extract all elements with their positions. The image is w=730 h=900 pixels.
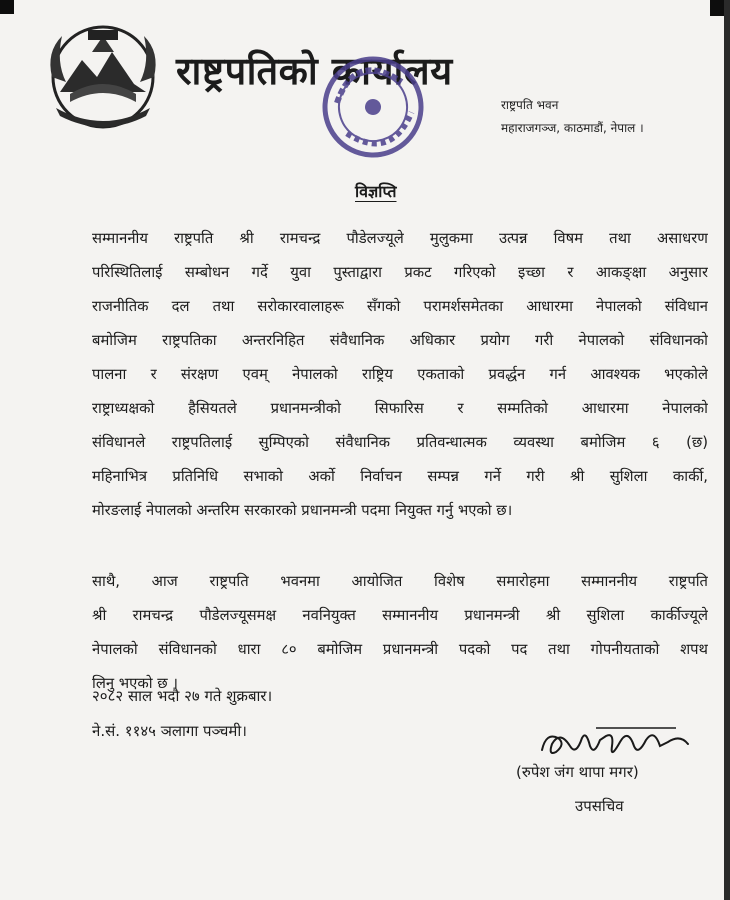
paragraph-line: राजनीतिक दल तथा सरोकारवालाहरू सँगको परामर्शसमेतका आधारमा नेपालको संविधान (92, 298, 708, 315)
paragraph-line: संविधानले राष्ट्रपतिलाई सुम्पिएको संवैधानिक प्रतिवन्धात्मक व्यवस्था बमोजिम ६ (छ) (92, 434, 708, 451)
address-line-1: राष्ट्रपति भवन (501, 98, 559, 112)
paragraph-line: सम्माननीय राष्ट्रपति श्री रामचन्द्र पौडेलज्यूले मुलुकमा उत्पन्न विषम तथा असाधरण (92, 230, 708, 247)
paragraph-line: परिस्थितिलाई सम्बोधन गर्दे युवा पुस्ताद्वारा प्रकट गरिएको इच्छा र आकङ्क्षा अनुसार (92, 264, 708, 281)
notice-paragraph-2 (92, 565, 708, 701)
signature-icon (536, 716, 696, 766)
nepal-emblem-icon (42, 22, 164, 132)
paragraph-line: राष्ट्राध्यक्षको हैसियतले प्रधानमन्त्रीको सिफारिस र सम्मतिको आधारमा नेपालको (92, 400, 708, 417)
paragraph-line: लिनु भएको छ । (92, 675, 178, 692)
paragraph-line: श्री रामचन्द्र पौडेलज्यूसमक्ष नवनियुक्त सम्माननीय प्रधानमन्त्री श्री सुशिला कार्कीज्यूले (92, 607, 708, 624)
office-stamp-icon (318, 52, 428, 162)
paragraph-line: बमोजिम राष्ट्रपतिका अन्तरनिहित संवैधानिक अधिकार प्रयोग गरी नेपालको संविधानको (92, 332, 708, 349)
notice-heading: विज्ञप्ति (355, 182, 397, 201)
office-title: राष्ट्रपतिको कार्यालय (176, 49, 453, 93)
date-bikram-sambat: २०८२ साल भदौ २७ गते शुक्रबार। (92, 687, 273, 705)
signatory-designation: उपसचिव (575, 797, 624, 815)
notice-paragraph-1 (92, 222, 708, 528)
date-nepal-sambat: ने.सं. ११४५ ञलागा पञ्चमी। (92, 722, 247, 740)
signatory-name: (रुपेश जंग थापा मगर) (516, 763, 639, 781)
top-left-dark-corner (0, 0, 14, 14)
address-line-2: महाराजगञ्ज, काठमाडौं, नेपाल । (501, 121, 644, 135)
paragraph-line: साथै, आज राष्ट्रपति भवनमा आयोजित विशेष समारोहमा सम्माननीय राष्ट्रपति (92, 573, 708, 590)
right-dark-edge (724, 0, 730, 900)
paragraph-line: महिनाभित्र प्रतिनिधि सभाको अर्को निर्वाचन सम्पन्न गर्ने गरी श्री सुशिला कार्की, (92, 468, 708, 485)
paragraph-line: पालना र संरक्षण एवम् नेपालको राष्ट्रिय एकताको प्रवर्द्धन गर्न आवश्यक भएकोले (92, 366, 708, 383)
paragraph-line: मोरङलाई नेपालको अन्तरिम सरकारको प्रधानमन्त्री पदमा नियुक्त गर्नु भएको छ। (92, 502, 513, 519)
paragraph-line: नेपालको संविधानको धारा ८० बमोजिम प्रधानमन्त्री पदको पद तथा गोपनीयताको शपथ (92, 641, 708, 658)
